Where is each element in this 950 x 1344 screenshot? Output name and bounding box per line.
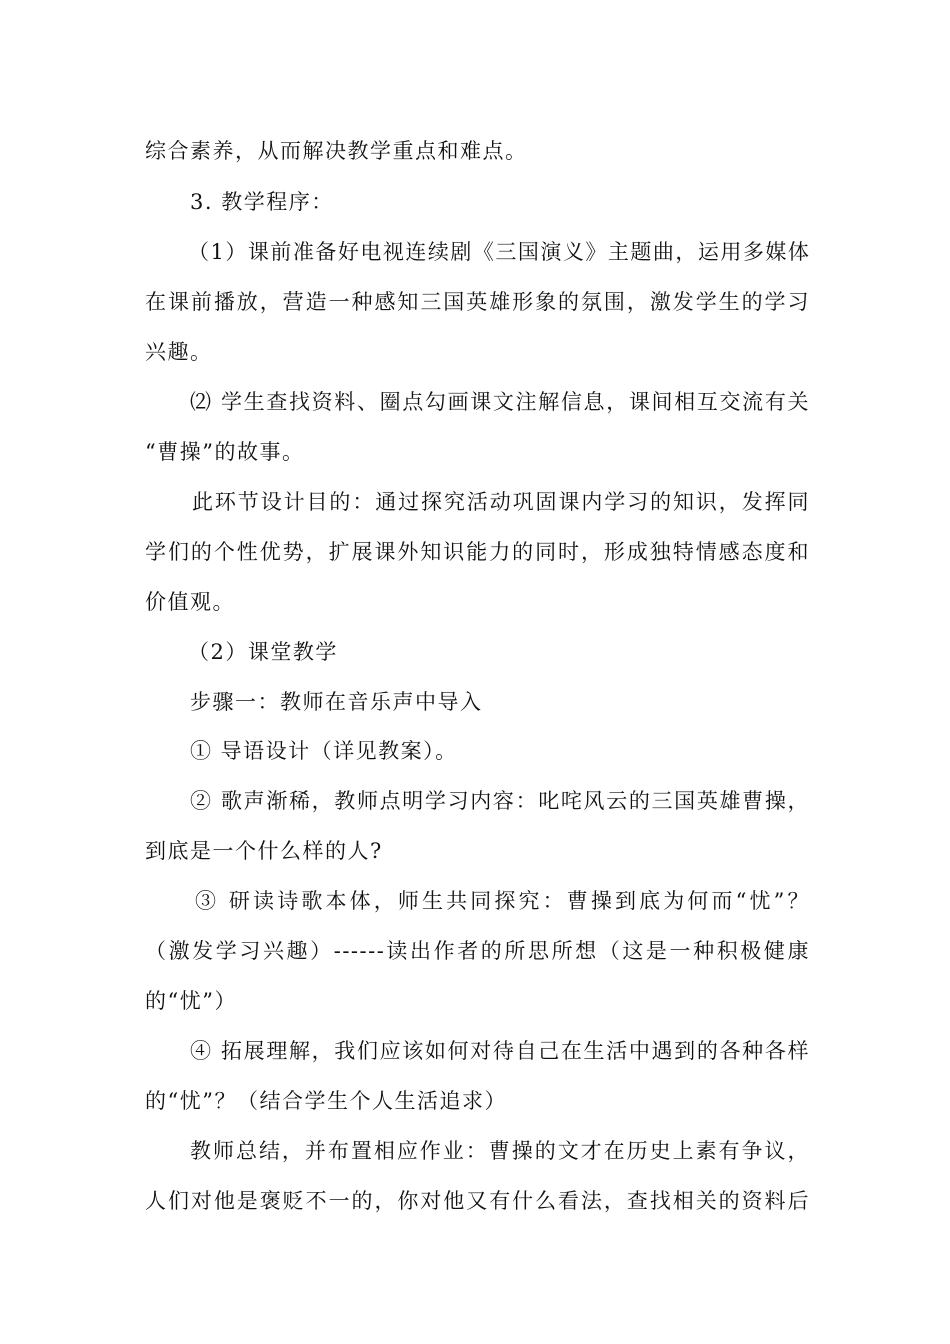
section-heading-classroom-teaching: （2）课堂教学: [188, 640, 338, 664]
text-line-8: 此环节设计目的：通过探究活动巩固课内学习的知识，发挥同: [192, 490, 810, 514]
text-line-17: （激发学习兴趣）------读出作者的所思所想（这是一种积极健康: [145, 939, 810, 963]
text-line-10: 价值观。: [145, 590, 235, 614]
text-line-20: 的“忧”？（结合学生个人生活追求）: [145, 1089, 507, 1113]
text-line-18: 的“忧”）: [145, 989, 237, 1013]
text-line-22: 人们对他是褒贬不一的，你对他又有什么看法，查找相关的资料后: [145, 1189, 810, 1213]
text-line-13: ① 导语设计（详见教案）。: [190, 739, 458, 763]
text-line-14: ② 歌声渐稀，教师点明学习内容：叱咤风云的三国英雄曹操，: [190, 789, 810, 813]
text-line-19: ④ 拓展理解，我们应该如何对待自己在生活中遇到的各种各样: [190, 1039, 810, 1063]
text-line-16: ③ 研读诗歌本体，师生共同探究：曹操到底为何而“忧”？: [195, 889, 810, 913]
text-line-1: 综合素养，从而解决教学重点和难点。: [145, 139, 528, 163]
text-line-7: “曹操”的故事。: [145, 440, 305, 464]
text-line-15: 到底是一个什么样的人?: [145, 839, 383, 863]
step-one-heading: 步骤一：教师在音乐声中导入: [190, 690, 483, 714]
text-line-21: 教师总结，并布置相应作业：曹操的文才在历史上素有争议，: [190, 1139, 810, 1163]
text-line-4: 在课前播放，营造一种感知三国英雄形象的氛围，激发学生的学习: [145, 290, 810, 314]
text-line-6: ⑵ 学生查找资料、圈点勾画课文注解信息，课间相互交流有关: [190, 390, 810, 414]
text-line-5: 兴趣。: [145, 340, 213, 364]
text-line-9: 学们的个性优势，扩展课外知识能力的同时，形成独特情感态度和: [145, 540, 810, 564]
text-line-3: （1）课前准备好电视连续剧《三国演义》主题曲，运用多媒体: [188, 240, 811, 264]
section-heading-teaching-procedure: 3. 教学程序：: [190, 190, 334, 214]
